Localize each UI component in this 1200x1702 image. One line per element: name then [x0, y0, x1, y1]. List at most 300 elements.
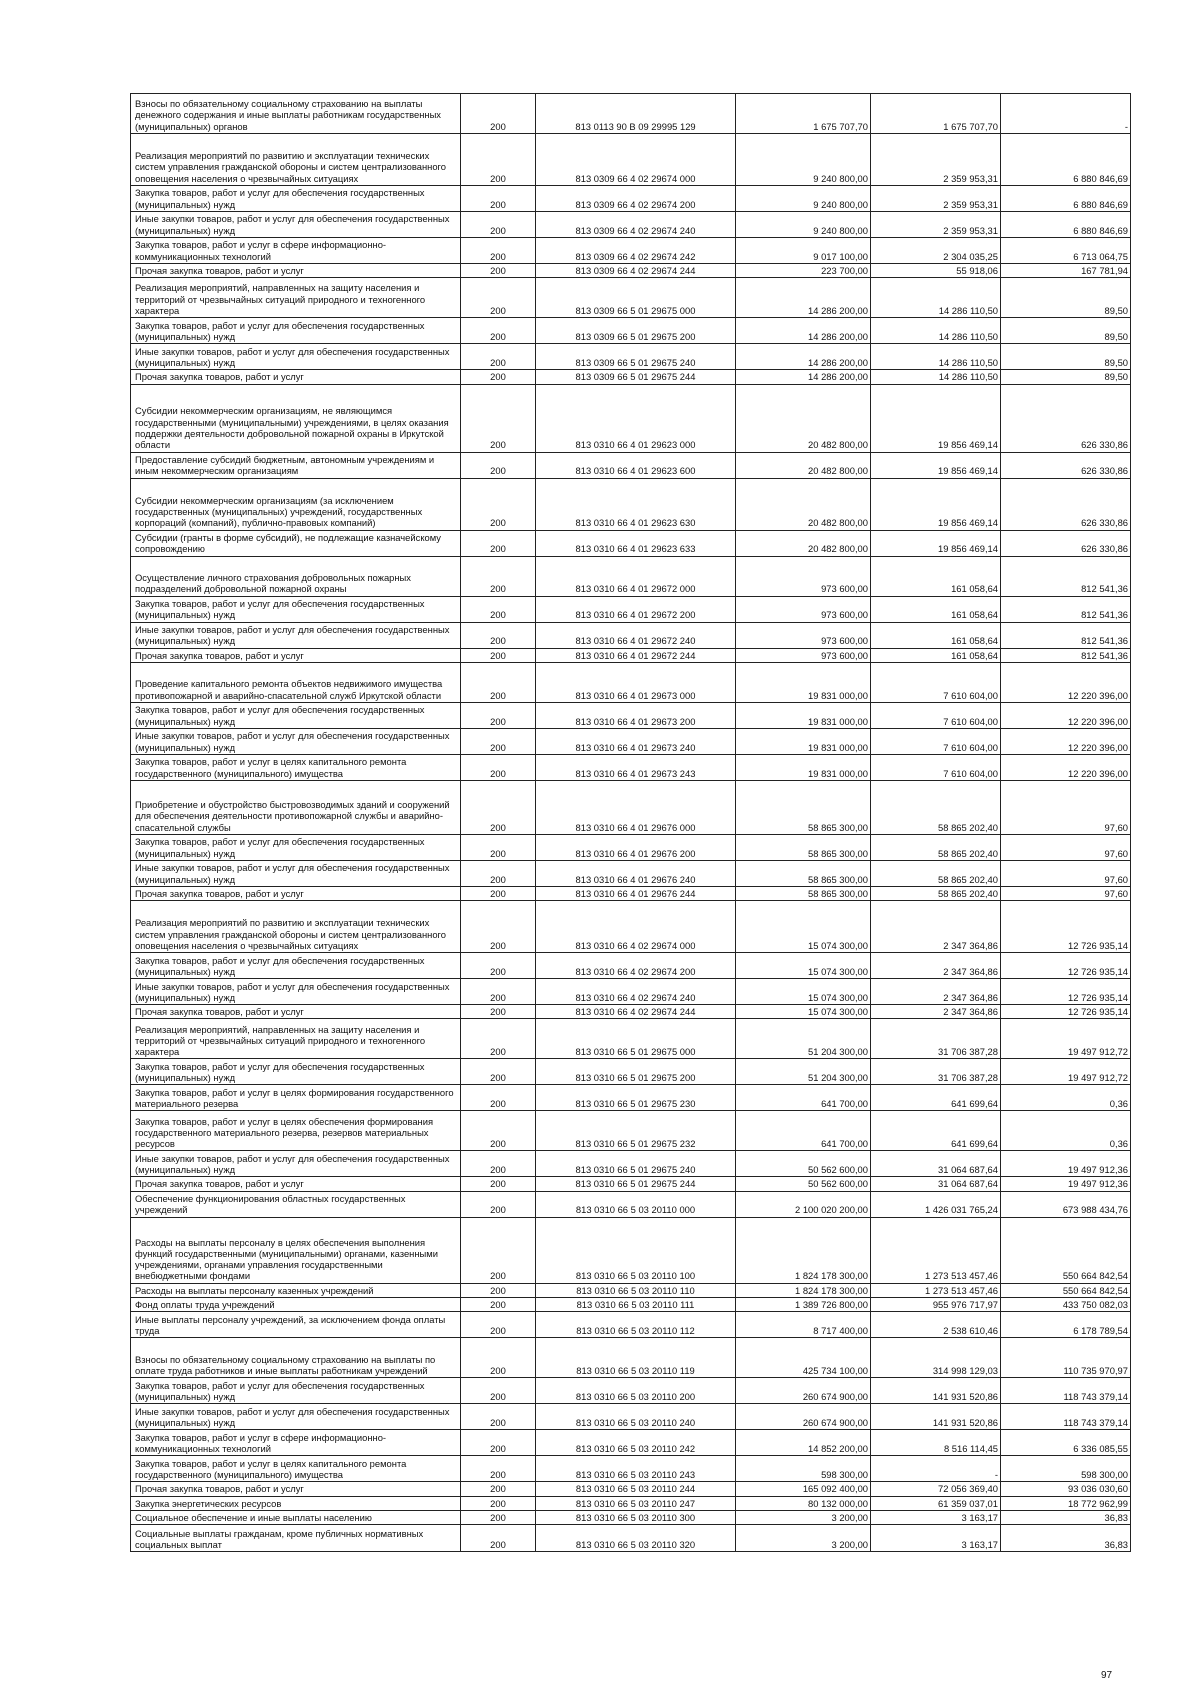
row-unexecuted-amount: 12 726 935,14 — [1001, 1005, 1131, 1019]
row-executed-amount: 7 610 604,00 — [871, 662, 1001, 702]
row-name: Социальное обеспечение и иные выплаты населению — [131, 1510, 461, 1524]
row-admin-code: 200 — [461, 1525, 536, 1552]
row-admin-code: 200 — [461, 662, 536, 702]
row-name: Субсидии некоммерческим организациям, не являющимся государственными (муниципальными) учреждениями, в целях оказания поддержки деятельности добровольной пожарной охраны в Иркутской области — [131, 384, 461, 452]
row-classification-code: 813 0310 66 4 01 29623 000 — [536, 384, 736, 452]
table-row — [131, 1312, 1131, 1338]
row-unexecuted-amount: 550 664 842,54 — [1001, 1217, 1131, 1283]
row-executed-amount: 641 699,64 — [871, 1111, 1001, 1151]
row-admin-code: 200 — [461, 1338, 536, 1378]
row-unexecuted-amount: 18 772 962,99 — [1001, 1496, 1131, 1510]
row-executed-amount: 1 273 513 457,46 — [871, 1217, 1001, 1283]
row-name: Взносы по обязательному социальному страхованию на выплаты по оплате труда работников и иные выплаты работникам учреждений — [131, 1338, 461, 1378]
row-executed-amount: 161 058,64 — [871, 556, 1001, 596]
row-name: Иные закупки товаров, работ и услуг для обеспечения государственных (муниципальных) нужд — [131, 1151, 461, 1177]
row-unexecuted-amount: 673 988 434,76 — [1001, 1191, 1131, 1217]
row-classification-code: 813 0310 66 5 01 29675 232 — [536, 1111, 736, 1151]
row-approved-amount: 58 865 300,00 — [736, 886, 871, 900]
row-approved-amount: 20 482 800,00 — [736, 478, 871, 530]
row-name: Иные закупки товаров, работ и услуг для обеспечения государственных (муниципальных) нужд — [131, 1404, 461, 1430]
row-executed-amount: 3 163,17 — [871, 1525, 1001, 1552]
row-approved-amount: 50 562 600,00 — [736, 1151, 871, 1177]
row-approved-amount: 1 389 726 800,00 — [736, 1297, 871, 1311]
row-classification-code: 813 0309 66 4 02 29674 244 — [536, 264, 736, 278]
row-classification-code: 813 0310 66 4 01 29673 000 — [536, 662, 736, 702]
row-admin-code: 200 — [461, 1085, 536, 1111]
row-unexecuted-amount: 0,36 — [1001, 1085, 1131, 1111]
row-approved-amount: 641 700,00 — [736, 1111, 871, 1151]
table-row — [131, 1404, 1131, 1430]
row-approved-amount: 9 240 800,00 — [736, 134, 871, 186]
row-executed-amount: 31 064 687,64 — [871, 1177, 1001, 1191]
row-admin-code: 200 — [461, 1283, 536, 1297]
row-classification-code: 813 0310 66 4 02 29674 000 — [536, 901, 736, 953]
row-name: Закупка товаров, работ и услуг в сфере информационно-коммуникационных технологий — [131, 238, 461, 264]
row-unexecuted-amount: 89,50 — [1001, 318, 1131, 344]
row-classification-code: 813 0310 66 4 01 29672 244 — [536, 648, 736, 662]
row-name: Прочая закупка товаров, работ и услуг — [131, 648, 461, 662]
row-approved-amount: 80 132 000,00 — [736, 1496, 871, 1510]
row-classification-code: 813 0310 66 5 03 20110 110 — [536, 1283, 736, 1297]
row-executed-amount: 31 064 687,64 — [871, 1151, 1001, 1177]
row-unexecuted-amount: 97,60 — [1001, 834, 1131, 860]
row-approved-amount: 58 865 300,00 — [736, 860, 871, 886]
row-executed-amount: 58 865 202,40 — [871, 780, 1001, 834]
row-admin-code: 200 — [461, 1177, 536, 1191]
row-name: Реализация мероприятий по развитию и эксплуатации технических систем управления гражданской обороны и систем централизованного оповещения населения о чрезвычайных ситуациях — [131, 901, 461, 953]
row-approved-amount: 2 100 020 200,00 — [736, 1191, 871, 1217]
row-admin-code: 200 — [461, 344, 536, 370]
row-unexecuted-amount: 167 781,94 — [1001, 264, 1131, 278]
row-admin-code: 200 — [461, 478, 536, 530]
row-unexecuted-amount: 812 541,36 — [1001, 648, 1131, 662]
table-row — [131, 1297, 1131, 1311]
row-name: Иные закупки товаров, работ и услуг для обеспечения государственных (муниципальных) нужд — [131, 979, 461, 1005]
row-executed-amount: 14 286 110,50 — [871, 344, 1001, 370]
row-executed-amount: 7 610 604,00 — [871, 754, 1001, 780]
row-executed-amount: 2 359 953,31 — [871, 134, 1001, 186]
row-admin-code: 200 — [461, 264, 536, 278]
row-classification-code: 813 0310 66 4 01 29623 600 — [536, 452, 736, 478]
row-name: Иные закупки товаров, работ и услуг для обеспечения государственных (муниципальных) нужд — [131, 622, 461, 648]
row-executed-amount: 14 286 110,50 — [871, 318, 1001, 344]
row-executed-amount: 19 856 469,14 — [871, 478, 1001, 530]
row-executed-amount: 2 347 364,86 — [871, 979, 1001, 1005]
row-executed-amount: 161 058,64 — [871, 648, 1001, 662]
row-classification-code: 813 0309 66 5 01 29675 240 — [536, 344, 736, 370]
row-unexecuted-amount: 812 541,36 — [1001, 622, 1131, 648]
row-admin-code: 200 — [461, 1005, 536, 1019]
table-row — [131, 1510, 1131, 1524]
row-classification-code: 813 0310 66 5 03 20110 000 — [536, 1191, 736, 1217]
row-approved-amount: 165 092 400,00 — [736, 1482, 871, 1496]
table-row — [131, 1378, 1131, 1404]
row-approved-amount: 14 286 200,00 — [736, 278, 871, 318]
row-name: Закупка товаров, работ и услуг для обеспечения государственных (муниципальных) нужд — [131, 1059, 461, 1085]
row-approved-amount: 973 600,00 — [736, 556, 871, 596]
row-executed-amount: 955 976 717,97 — [871, 1297, 1001, 1311]
row-classification-code: 813 0310 66 5 03 20110 247 — [536, 1496, 736, 1510]
row-approved-amount: 598 300,00 — [736, 1456, 871, 1482]
page-number: 97 — [1101, 1670, 1113, 1681]
row-unexecuted-amount: 598 300,00 — [1001, 1456, 1131, 1482]
row-admin-code: 200 — [461, 530, 536, 556]
row-executed-amount: 1 426 031 765,24 — [871, 1191, 1001, 1217]
row-executed-amount: - — [871, 1456, 1001, 1482]
row-classification-code: 813 0310 66 5 03 20110 243 — [536, 1456, 736, 1482]
row-name: Прочая закупка товаров, работ и услуг — [131, 370, 461, 384]
row-unexecuted-amount: 626 330,86 — [1001, 384, 1131, 452]
row-name: Закупка товаров, работ и услуг для обеспечения государственных (муниципальных) нужд — [131, 186, 461, 212]
table-row — [131, 134, 1131, 186]
table-row — [131, 886, 1131, 900]
table-row — [131, 1456, 1131, 1482]
table-row — [131, 384, 1131, 452]
row-classification-code: 813 0113 90 В 09 29995 129 — [536, 94, 736, 134]
row-classification-code: 813 0310 66 5 03 20110 119 — [536, 1338, 736, 1378]
row-executed-amount: 31 706 387,28 — [871, 1019, 1001, 1059]
row-name: Иные закупки товаров, работ и услуг для обеспечения государственных (муниципальных) нужд — [131, 212, 461, 238]
row-approved-amount: 973 600,00 — [736, 596, 871, 622]
row-unexecuted-amount: 97,60 — [1001, 780, 1131, 834]
table-row — [131, 1019, 1131, 1059]
row-admin-code: 200 — [461, 953, 536, 979]
row-name: Взносы по обязательному социальному страхованию на выплаты денежного содержания и иные выплаты работникам государственных (муниципальных) органов — [131, 94, 461, 134]
table-row — [131, 860, 1131, 886]
row-admin-code: 200 — [461, 318, 536, 344]
row-classification-code: 813 0310 66 5 01 29675 200 — [536, 1059, 736, 1085]
row-unexecuted-amount: 19 497 912,72 — [1001, 1019, 1131, 1059]
row-executed-amount: 141 931 520,86 — [871, 1404, 1001, 1430]
row-executed-amount: 19 856 469,14 — [871, 384, 1001, 452]
row-approved-amount: 9 240 800,00 — [736, 186, 871, 212]
row-classification-code: 813 0309 66 4 02 29674 200 — [536, 186, 736, 212]
row-admin-code: 200 — [461, 728, 536, 754]
row-approved-amount: 20 482 800,00 — [736, 452, 871, 478]
row-name: Предоставление субсидий бюджетным, автономным учреждениям и иным некоммерческим организациям — [131, 452, 461, 478]
table-row — [131, 953, 1131, 979]
table-row — [131, 901, 1131, 953]
row-admin-code: 200 — [461, 556, 536, 596]
row-unexecuted-amount: 36,83 — [1001, 1510, 1131, 1524]
row-name: Закупка товаров, работ и услуг для обеспечения государственных (муниципальных) нужд — [131, 702, 461, 728]
row-classification-code: 813 0310 66 4 01 29676 200 — [536, 834, 736, 860]
table-row — [131, 780, 1131, 834]
table-row — [131, 1525, 1131, 1552]
table-row — [131, 596, 1131, 622]
row-admin-code: 200 — [461, 452, 536, 478]
row-approved-amount: 15 074 300,00 — [736, 953, 871, 979]
row-admin-code: 200 — [461, 1510, 536, 1524]
row-admin-code: 200 — [461, 1430, 536, 1456]
row-approved-amount: 641 700,00 — [736, 1085, 871, 1111]
row-unexecuted-amount: 6 178 789,54 — [1001, 1312, 1131, 1338]
row-name: Прочая закупка товаров, работ и услуг — [131, 886, 461, 900]
row-name: Закупка товаров, работ и услуг для обеспечения государственных (муниципальных) нужд — [131, 596, 461, 622]
row-executed-amount: 14 286 110,50 — [871, 278, 1001, 318]
row-executed-amount: 2 347 364,86 — [871, 1005, 1001, 1019]
row-approved-amount: 51 204 300,00 — [736, 1019, 871, 1059]
row-approved-amount: 973 600,00 — [736, 622, 871, 648]
table-row — [131, 1111, 1131, 1151]
row-approved-amount: 9 017 100,00 — [736, 238, 871, 264]
row-approved-amount: 1 675 707,70 — [736, 94, 871, 134]
table-row — [131, 1177, 1131, 1191]
row-classification-code: 813 0310 66 5 03 20110 320 — [536, 1525, 736, 1552]
row-executed-amount: 2 359 953,31 — [871, 212, 1001, 238]
row-admin-code: 200 — [461, 1312, 536, 1338]
row-classification-code: 813 0310 66 4 01 29676 240 — [536, 860, 736, 886]
row-approved-amount: 15 074 300,00 — [736, 901, 871, 953]
row-unexecuted-amount: 12 726 935,14 — [1001, 953, 1131, 979]
row-classification-code: 813 0310 66 5 03 20110 200 — [536, 1378, 736, 1404]
row-unexecuted-amount: 19 497 912,72 — [1001, 1059, 1131, 1085]
row-executed-amount: 19 856 469,14 — [871, 530, 1001, 556]
row-approved-amount: 19 831 000,00 — [736, 662, 871, 702]
row-name: Закупка товаров, работ и услуг для обеспечения государственных (муниципальных) нужд — [131, 318, 461, 344]
row-unexecuted-amount: 12 220 396,00 — [1001, 702, 1131, 728]
row-classification-code: 813 0310 66 5 03 20110 100 — [536, 1217, 736, 1283]
row-admin-code: 200 — [461, 370, 536, 384]
row-unexecuted-amount: 12 726 935,14 — [1001, 979, 1131, 1005]
row-unexecuted-amount: 19 497 912,36 — [1001, 1177, 1131, 1191]
row-classification-code: 813 0310 66 4 01 29673 240 — [536, 728, 736, 754]
row-name: Прочая закупка товаров, работ и услуг — [131, 1482, 461, 1496]
table-row — [131, 1496, 1131, 1510]
row-executed-amount: 641 699,64 — [871, 1085, 1001, 1111]
row-classification-code: 813 0310 66 4 01 29672 240 — [536, 622, 736, 648]
row-unexecuted-amount: 89,50 — [1001, 370, 1131, 384]
row-executed-amount: 7 610 604,00 — [871, 702, 1001, 728]
table-row — [131, 648, 1131, 662]
row-unexecuted-amount: 97,60 — [1001, 886, 1131, 900]
row-admin-code: 200 — [461, 1297, 536, 1311]
row-classification-code: 813 0310 66 5 03 20110 242 — [536, 1430, 736, 1456]
table-row — [131, 318, 1131, 344]
table-row — [131, 530, 1131, 556]
row-classification-code: 813 0310 66 4 01 29673 200 — [536, 702, 736, 728]
row-unexecuted-amount: 812 541,36 — [1001, 596, 1131, 622]
row-admin-code: 200 — [461, 1019, 536, 1059]
table-row — [131, 94, 1131, 134]
row-classification-code: 813 0309 66 5 01 29675 000 — [536, 278, 736, 318]
table-row — [131, 834, 1131, 860]
row-name: Закупка товаров, работ и услуг в целях формирования государственного материального резерва — [131, 1085, 461, 1111]
row-unexecuted-amount: 550 664 842,54 — [1001, 1283, 1131, 1297]
row-approved-amount: 1 824 178 300,00 — [736, 1217, 871, 1283]
table-row — [131, 1482, 1131, 1496]
row-admin-code: 200 — [461, 596, 536, 622]
row-unexecuted-amount: 0,36 — [1001, 1111, 1131, 1151]
row-classification-code: 813 0310 66 5 01 29675 244 — [536, 1177, 736, 1191]
table-row — [131, 370, 1131, 384]
row-name: Приобретение и обустройство быстровозводимых зданий и сооружений для обеспечения деятельности противопожарной службы и аварийно-спасательной службы — [131, 780, 461, 834]
row-name: Закупка товаров, работ и услуг в целях капитального ремонта государственного (муниципального) имущества — [131, 754, 461, 780]
row-name: Закупка товаров, работ и услуг в целях обеспечения формирования государственного материального резерва, резервов материальных ресурсов — [131, 1111, 461, 1151]
row-executed-amount: 7 610 604,00 — [871, 728, 1001, 754]
row-admin-code: 200 — [461, 1111, 536, 1151]
table-row — [131, 1151, 1131, 1177]
row-executed-amount: 58 865 202,40 — [871, 886, 1001, 900]
row-approved-amount: 51 204 300,00 — [736, 1059, 871, 1085]
table-row — [131, 1191, 1131, 1217]
row-classification-code: 813 0310 66 4 01 29623 630 — [536, 478, 736, 530]
table-row — [131, 1217, 1131, 1283]
row-approved-amount: 1 824 178 300,00 — [736, 1283, 871, 1297]
table-row — [131, 702, 1131, 728]
row-approved-amount: 9 240 800,00 — [736, 212, 871, 238]
row-unexecuted-amount: 433 750 082,03 — [1001, 1297, 1131, 1311]
table-row — [131, 556, 1131, 596]
row-executed-amount: 3 163,17 — [871, 1510, 1001, 1524]
row-classification-code: 813 0310 66 4 02 29674 240 — [536, 979, 736, 1005]
row-admin-code: 200 — [461, 212, 536, 238]
row-classification-code: 813 0309 66 4 02 29674 000 — [536, 134, 736, 186]
row-unexecuted-amount: 89,50 — [1001, 344, 1131, 370]
row-approved-amount: 425 734 100,00 — [736, 1338, 871, 1378]
row-classification-code: 813 0310 66 4 01 29676 000 — [536, 780, 736, 834]
row-executed-amount: 2 304 035,25 — [871, 238, 1001, 264]
row-admin-code: 200 — [461, 186, 536, 212]
row-admin-code: 200 — [461, 648, 536, 662]
row-name: Прочая закупка товаров, работ и услуг — [131, 1005, 461, 1019]
row-approved-amount: 260 674 900,00 — [736, 1404, 871, 1430]
row-admin-code: 200 — [461, 901, 536, 953]
table-row — [131, 186, 1131, 212]
row-approved-amount: 58 865 300,00 — [736, 834, 871, 860]
row-approved-amount: 19 831 000,00 — [736, 702, 871, 728]
row-classification-code: 813 0310 66 5 01 29675 240 — [536, 1151, 736, 1177]
row-admin-code: 200 — [461, 238, 536, 264]
row-classification-code: 813 0309 66 5 01 29675 200 — [536, 318, 736, 344]
table-row — [131, 622, 1131, 648]
row-name: Прочая закупка товаров, работ и услуг — [131, 264, 461, 278]
row-approved-amount: 14 286 200,00 — [736, 318, 871, 344]
row-unexecuted-amount: 89,50 — [1001, 278, 1131, 318]
row-executed-amount: 2 347 364,86 — [871, 953, 1001, 979]
row-name: Субсидии некоммерческим организациям (за исключением государственных (муниципальных) учреждений, государственных корпораций (компаний), публично-правовых компаний) — [131, 478, 461, 530]
row-unexecuted-amount: 97,60 — [1001, 860, 1131, 886]
row-unexecuted-amount: 6 880 846,69 — [1001, 134, 1131, 186]
row-admin-code: 200 — [461, 780, 536, 834]
row-executed-amount: 1 273 513 457,46 — [871, 1283, 1001, 1297]
row-classification-code: 813 0310 66 5 03 20110 244 — [536, 1482, 736, 1496]
row-unexecuted-amount: 118 743 379,14 — [1001, 1404, 1131, 1430]
row-name: Закупка товаров, работ и услуг в целях капитального ремонта государственного (муниципального) имущества — [131, 1456, 461, 1482]
row-approved-amount: 223 700,00 — [736, 264, 871, 278]
row-unexecuted-amount: 12 220 396,00 — [1001, 728, 1131, 754]
row-executed-amount: 1 675 707,70 — [871, 94, 1001, 134]
row-executed-amount: 161 058,64 — [871, 622, 1001, 648]
row-admin-code: 200 — [461, 94, 536, 134]
row-admin-code: 200 — [461, 1378, 536, 1404]
row-executed-amount: 314 998 129,03 — [871, 1338, 1001, 1378]
row-classification-code: 813 0309 66 5 01 29675 244 — [536, 370, 736, 384]
row-classification-code: 813 0310 66 5 03 20110 300 — [536, 1510, 736, 1524]
row-executed-amount: 14 286 110,50 — [871, 370, 1001, 384]
row-admin-code: 200 — [461, 622, 536, 648]
row-approved-amount: 19 831 000,00 — [736, 728, 871, 754]
row-classification-code: 813 0310 66 4 01 29672 200 — [536, 596, 736, 622]
row-classification-code: 813 0309 66 4 02 29674 240 — [536, 212, 736, 238]
row-executed-amount: 72 056 369,40 — [871, 1482, 1001, 1496]
row-classification-code: 813 0310 66 4 01 29672 000 — [536, 556, 736, 596]
table-row — [131, 1005, 1131, 1019]
row-name: Иные закупки товаров, работ и услуг для обеспечения государственных (муниципальных) нужд — [131, 344, 461, 370]
row-admin-code: 200 — [461, 702, 536, 728]
row-approved-amount: 8 717 400,00 — [736, 1312, 871, 1338]
table-row — [131, 979, 1131, 1005]
row-unexecuted-amount: 93 036 030,60 — [1001, 1482, 1131, 1496]
row-executed-amount: 8 516 114,45 — [871, 1430, 1001, 1456]
row-approved-amount: 15 074 300,00 — [736, 1005, 871, 1019]
row-admin-code: 200 — [461, 1059, 536, 1085]
row-classification-code: 813 0310 66 5 03 20110 240 — [536, 1404, 736, 1430]
row-admin-code: 200 — [461, 1217, 536, 1283]
row-admin-code: 200 — [461, 754, 536, 780]
row-executed-amount: 31 706 387,28 — [871, 1059, 1001, 1085]
row-name: Прочая закупка товаров, работ и услуг — [131, 1177, 461, 1191]
row-approved-amount: 14 286 200,00 — [736, 344, 871, 370]
row-name: Закупка товаров, работ и услуг в сфере информационно-коммуникационных технологий — [131, 1430, 461, 1456]
row-unexecuted-amount: 626 330,86 — [1001, 530, 1131, 556]
table-row — [131, 452, 1131, 478]
row-admin-code: 200 — [461, 1404, 536, 1430]
row-name: Реализация мероприятий, направленных на защиту населения и территорий от чрезвычайных ситуаций природного и техногенного характера — [131, 278, 461, 318]
row-name: Иные закупки товаров, работ и услуг для обеспечения государственных (муниципальных) нужд — [131, 728, 461, 754]
row-admin-code: 200 — [461, 1482, 536, 1496]
row-admin-code: 200 — [461, 1151, 536, 1177]
row-approved-amount: 58 865 300,00 — [736, 780, 871, 834]
table-row — [131, 754, 1131, 780]
table-row — [131, 1430, 1131, 1456]
table-row — [131, 478, 1131, 530]
row-name: Закупка товаров, работ и услуг для обеспечения государственных (муниципальных) нужд — [131, 953, 461, 979]
row-approved-amount: 15 074 300,00 — [736, 979, 871, 1005]
row-unexecuted-amount: 6 336 085,55 — [1001, 1430, 1131, 1456]
row-admin-code: 200 — [461, 278, 536, 318]
row-executed-amount: 2 347 364,86 — [871, 901, 1001, 953]
row-admin-code: 200 — [461, 1191, 536, 1217]
row-unexecuted-amount: 110 735 970,97 — [1001, 1338, 1131, 1378]
table-row — [131, 1338, 1131, 1378]
row-approved-amount: 20 482 800,00 — [736, 384, 871, 452]
row-admin-code: 200 — [461, 834, 536, 860]
row-name: Иные выплаты персоналу учреждений, за исключением фонда оплаты труда — [131, 1312, 461, 1338]
row-classification-code: 813 0310 66 4 01 29673 243 — [536, 754, 736, 780]
row-approved-amount: 3 200,00 — [736, 1510, 871, 1524]
row-name: Реализация мероприятий, направленных на защиту населения и территорий от чрезвычайных ситуаций природного и техногенного характера — [131, 1019, 461, 1059]
row-name: Проведение капитального ремонта объектов недвижимого имущества противопожарной и аварийно-спасательной служб Иркутской области — [131, 662, 461, 702]
row-unexecuted-amount: 626 330,86 — [1001, 452, 1131, 478]
row-approved-amount: 14 286 200,00 — [736, 370, 871, 384]
row-classification-code: 813 0310 66 4 02 29674 244 — [536, 1005, 736, 1019]
row-unexecuted-amount: 6 880 846,69 — [1001, 212, 1131, 238]
row-executed-amount: 161 058,64 — [871, 596, 1001, 622]
row-name: Субсидии (гранты в форме субсидий), не подлежащие казначейскому сопровождению — [131, 530, 461, 556]
table-row — [131, 1059, 1131, 1085]
row-name: Осуществление личного страхования добровольных пожарных подразделений добровольной пожарной охраны — [131, 556, 461, 596]
row-admin-code: 200 — [461, 979, 536, 1005]
table-row — [131, 212, 1131, 238]
row-unexecuted-amount: - — [1001, 94, 1131, 134]
row-name: Закупка энергетических ресурсов — [131, 1496, 461, 1510]
row-unexecuted-amount: 36,83 — [1001, 1525, 1131, 1552]
row-name: Фонд оплаты труда учреждений — [131, 1297, 461, 1311]
row-name: Обеспечение функционирования областных государственных учреждений — [131, 1191, 461, 1217]
row-classification-code: 813 0310 66 4 02 29674 200 — [536, 953, 736, 979]
row-executed-amount: 2 359 953,31 — [871, 186, 1001, 212]
